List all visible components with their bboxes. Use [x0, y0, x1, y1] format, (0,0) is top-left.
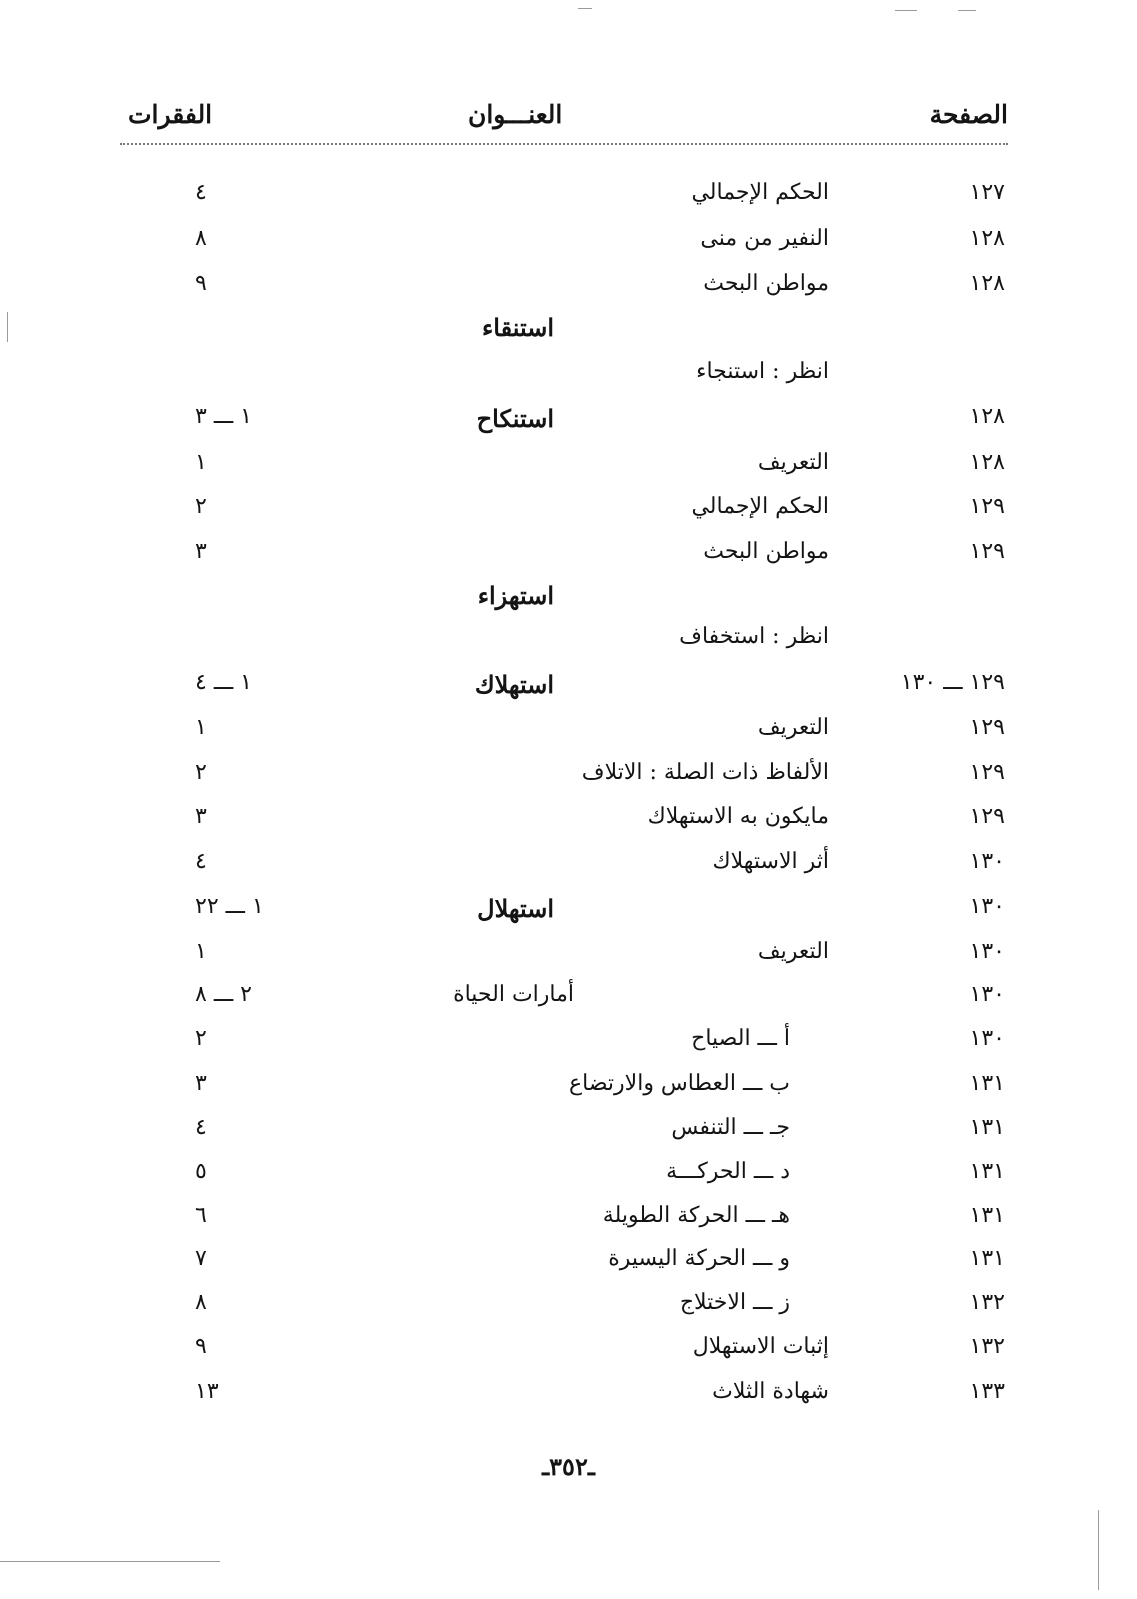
row-title: و ـــ الحركة اليسيرة [608, 1246, 790, 1271]
row-title: استهلاك [474, 670, 554, 699]
row-paragraphs: ١٣ [195, 1379, 219, 1404]
row-title: مايكون به الاستهلاك [647, 804, 829, 829]
row-paragraphs: ٤ [195, 1115, 207, 1140]
row-page: ١٣١ [969, 1071, 1005, 1096]
row-page: ١٢٩ [969, 715, 1005, 740]
row-page: ١٢٩ [969, 539, 1005, 564]
row-page: ١٢٨ [969, 226, 1005, 251]
index-row [0, 1286, 1137, 1330]
row-title: الحكم الإجمالي [691, 494, 829, 519]
row-paragraphs: ٢ [195, 494, 207, 519]
row-title: التعريف [757, 450, 829, 475]
row-page: ١٢٩ [969, 760, 1005, 785]
row-paragraphs: ١ [195, 715, 207, 740]
row-page: ١٢٨ [969, 450, 1005, 475]
row-paragraphs: ٢ [195, 760, 207, 785]
index-row [0, 535, 1137, 579]
row-title: مواطن البحث [703, 271, 829, 296]
index-row [0, 222, 1137, 266]
row-title: الحكم الإجمالي [691, 180, 829, 205]
header-title: العنـــوان [468, 100, 563, 129]
row-page: ١٣١ [969, 1115, 1005, 1140]
index-row [0, 935, 1137, 979]
index-row [0, 800, 1137, 844]
index-row [0, 446, 1137, 490]
row-title: هـ ـــ الحركة الطويلة [602, 1203, 790, 1228]
row-paragraphs: ٢ [195, 1026, 207, 1051]
row-title: انظر : استنجاء [696, 359, 829, 384]
row-title: أمارات الحياة [453, 982, 574, 1007]
row-paragraphs: ١ ـــ ٢٢ [195, 894, 264, 919]
index-row [0, 309, 1137, 353]
row-title: ب ـــ العطاس والارتضاع [569, 1071, 790, 1096]
index-row [0, 845, 1137, 889]
row-page: ١٣١ [969, 1246, 1005, 1271]
row-page: ١٣١ [969, 1159, 1005, 1184]
row-page: ١٣٠ [969, 982, 1005, 1007]
row-paragraphs: ٩ [195, 271, 207, 296]
row-page: ١٣٠ [969, 894, 1005, 919]
index-row [0, 267, 1137, 311]
index-row [0, 666, 1137, 710]
index-row [0, 1111, 1137, 1155]
row-paragraphs: ٧ [195, 1246, 207, 1271]
row-paragraphs: ٣ [195, 804, 207, 829]
row-page: ١٣٣ [969, 1379, 1005, 1404]
index-row [0, 1199, 1137, 1243]
row-paragraphs: ٣ [195, 1071, 207, 1096]
header-paragraphs: الفقرات [128, 100, 213, 129]
index-row [0, 400, 1137, 444]
row-page: ١٣٢ [969, 1334, 1005, 1359]
row-title: استهلال [477, 894, 554, 923]
index-row [0, 1022, 1137, 1066]
row-page: ١٣٠ [969, 849, 1005, 874]
row-paragraphs: ٨ [195, 226, 207, 251]
row-title: إثبات الاستهلال [692, 1334, 829, 1359]
row-page: ١٣٢ [969, 1290, 1005, 1315]
row-title: جـ ـــ التنفس [671, 1115, 790, 1140]
row-paragraphs: ٨ [195, 1290, 207, 1315]
row-paragraphs: ٤ [195, 180, 207, 205]
row-title: أثر الاستهلاك [712, 849, 829, 874]
index-row [0, 978, 1137, 1022]
row-title: انظر : استخفاف [679, 624, 829, 649]
index-row [0, 355, 1137, 399]
row-page: ١٢٨ [969, 271, 1005, 296]
index-row [0, 1067, 1137, 1111]
index-row [0, 1375, 1137, 1419]
row-paragraphs: ٣ [195, 539, 207, 564]
row-page: ١٢٩ [969, 804, 1005, 829]
index-row [0, 711, 1137, 755]
row-page: ١٢٧ [969, 180, 1005, 205]
index-row [0, 577, 1137, 621]
index-row [0, 890, 1137, 934]
row-paragraphs: ١ [195, 450, 207, 475]
index-row [0, 1155, 1137, 1199]
row-paragraphs: ٩ [195, 1334, 207, 1359]
page-number: ـ٣٥٢ـ [542, 1452, 595, 1481]
index-row [0, 490, 1137, 534]
index-row [0, 1330, 1137, 1374]
row-title: استنقاء [482, 313, 554, 342]
row-paragraphs: ٢ ـــ ٨ [195, 982, 252, 1007]
row-paragraphs: ٦ [195, 1203, 207, 1228]
row-title: شهادة الثلاث [712, 1379, 829, 1404]
row-page: ١٢٩ [969, 494, 1005, 519]
row-page: ١٣٠ [969, 1026, 1005, 1051]
row-page: ١٣١ [969, 1203, 1005, 1228]
index-row [0, 756, 1137, 800]
row-paragraphs: ٤ [195, 849, 207, 874]
row-paragraphs: ٥ [195, 1159, 207, 1184]
row-paragraphs: ١ ـــ ٤ [195, 670, 252, 695]
index-row [0, 620, 1137, 664]
row-title: د ـــ الحركـــة [666, 1159, 790, 1184]
row-title: النفير من منى [700, 226, 829, 251]
index-row [0, 176, 1137, 220]
row-title: أ ـــ الصياح [691, 1026, 790, 1051]
row-paragraphs: ١ [195, 939, 207, 964]
row-title: التعريف [757, 939, 829, 964]
row-title: التعريف [757, 715, 829, 740]
row-title: استنكاح [476, 404, 554, 433]
header-page: الصفحة [929, 100, 1008, 129]
row-title: استهزاء [477, 581, 554, 610]
row-page: ١٢٨ [969, 404, 1005, 429]
index-row [0, 1242, 1137, 1286]
row-title: مواطن البحث [703, 539, 829, 564]
row-paragraphs: ١ ـــ ٣ [195, 404, 252, 429]
row-page: ١٢٩ ـــ ١٣٠ [900, 670, 1005, 695]
row-title: ز ـــ الاختلاج [679, 1290, 790, 1315]
row-title: الألفاظ ذات الصلة : الاتلاف [581, 760, 829, 785]
row-page: ١٣٠ [969, 939, 1005, 964]
